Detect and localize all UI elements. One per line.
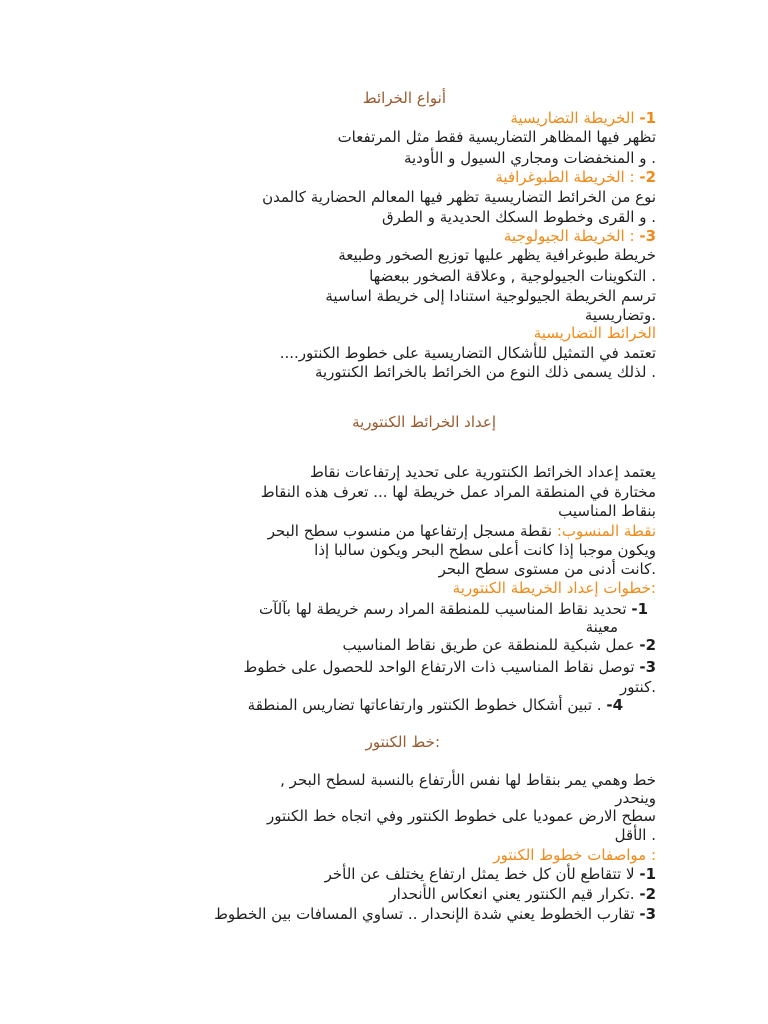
item-number: 3-	[639, 905, 656, 923]
text-line: تظهر فيها المظاهر التضاريسية فقط مثل المرتفعات	[337, 128, 656, 146]
text-line: . و القرى وخطوط السكك الحديدية و الطرق	[382, 208, 656, 226]
elevation-label: نقطة المنسوب:	[556, 522, 656, 540]
heading-preparation-steps: :خطوات إعداد الخريطة الكنتورية	[452, 579, 656, 597]
heading-topography-map	[495, 167, 656, 187]
item-text: .تكرار قيم الكنتور يعني انعكاس الأنحدار	[389, 885, 635, 903]
list-item-spec-1	[325, 864, 656, 884]
list-item-step-4	[248, 695, 623, 715]
list-item-step-3	[243, 657, 656, 677]
text-line: .وتضاريسية	[584, 306, 656, 324]
item-text: لا تتقاطع لأن كل خط يمثل ارتفاع يختلف عن الأخر	[324, 865, 635, 883]
text-line: خط وهمي يمر بنقاط لها نفس الأرتفاع بالنسبة لسطح البحر ,	[280, 771, 656, 789]
item-heading: : الخريطة الجيولوجية	[503, 227, 635, 245]
item-number: 1-	[639, 865, 656, 883]
elevation-definition	[268, 521, 656, 541]
text-line: ويكون موجبا إذا كانت أعلى سطح البحر ويكون سالبا إذا	[314, 541, 656, 559]
heading-map-types: أنواع الخرائط	[362, 89, 446, 107]
elevation-text: نقطة مسجل إرتفاعها من منسوب سطح البحر	[267, 522, 557, 540]
text-line: معينة	[585, 618, 618, 636]
item-number: 4-	[606, 696, 623, 714]
text-line: بنقاط المناسيب	[558, 502, 656, 520]
heading-topographic-map	[510, 108, 656, 128]
item-text: توصل نقاط المناسيب ذات الارتفاع الواحد للحصول على خطوط	[243, 658, 635, 676]
item-number: 3-	[639, 227, 656, 245]
text-line: وينحدر	[615, 789, 656, 807]
text-line: . لذلك يسمى ذلك النوع من الخرائط بالخرائط الكنتورية	[314, 363, 656, 381]
item-number: 2-	[639, 885, 656, 903]
item-text: عمل شبكية للمنطقة عن طريق نقاط المناسيب	[342, 636, 635, 654]
heading-relief-maps: الخرائط التضاريسية	[533, 324, 656, 342]
text-line: . الأقل	[614, 826, 656, 844]
item-text: تحديد نقاط المناسيب للمنطقة المراد رسم خريطة لها بآلآت	[258, 600, 627, 618]
text-line: سطح الارض عموديا على خطوط الكنتور وفي اتجاه خط الكنتور	[267, 807, 656, 825]
text-line: يعتمد إعداد الخرائط الكنتورية على تحديد إرتفاعات نقاط	[309, 463, 656, 481]
heading-contour-map-preparation: إعداد الخرائط الكنتورية	[352, 413, 496, 431]
text-line: ترسم الخريطة الجيولوجية استنادا إلى خريطة اساسية	[325, 287, 656, 305]
item-number: 2-	[639, 636, 656, 654]
list-item-spec-2	[389, 884, 656, 904]
text-line: . و المنخفضات ومجاري السيول و الأودية	[403, 149, 656, 167]
heading-contour-line: :خط الكنتور	[365, 733, 440, 751]
list-item-spec-3	[214, 904, 656, 924]
text-line: .كانت أدنى من مستوى سطح البحر	[438, 560, 656, 578]
text-line: نوع من الخرائط التضاريسية تظهر فيها المعالم الحضارية كالمدن	[262, 188, 656, 206]
item-text: . تبين أشكال خطوط الكنتور وارتفاعاتها تضاريس المنطقة	[247, 696, 602, 714]
text-line: .كنتور	[620, 678, 656, 696]
item-number: 2-	[639, 168, 656, 186]
item-number: 3-	[639, 658, 656, 676]
item-heading: الخريطة التضاريسية	[510, 109, 635, 127]
text-line: مختارة في المنطقة المراد عمل خريطة لها ... تعرف هذه النقاط	[260, 483, 656, 501]
list-item-step-2	[343, 635, 656, 655]
item-number: 1-	[639, 109, 656, 127]
text-line: تعتمد في التمثيل للأشكال التضاريسية على خطوط الكنتور....	[279, 344, 656, 362]
list-item-step-1	[259, 599, 648, 619]
text-line: خريطة طبوغرافية يظهر عليها توزيع الصخور وطبيعة	[338, 246, 656, 264]
heading-geological-map	[504, 226, 656, 246]
item-number: 1-	[631, 600, 648, 618]
item-text: تقارب الخطوط يعني شدة الإنحدار .. تساوي المسافات بين الخطوط	[214, 905, 635, 923]
item-heading: : الخريطة الطبوغرافية	[495, 168, 635, 186]
heading-contour-specs: : مواصفات خطوط الكنتور	[493, 846, 656, 864]
text-line: . التكوينات الجيولوجية , وعلاقة الصخور ببعضها	[369, 267, 656, 285]
